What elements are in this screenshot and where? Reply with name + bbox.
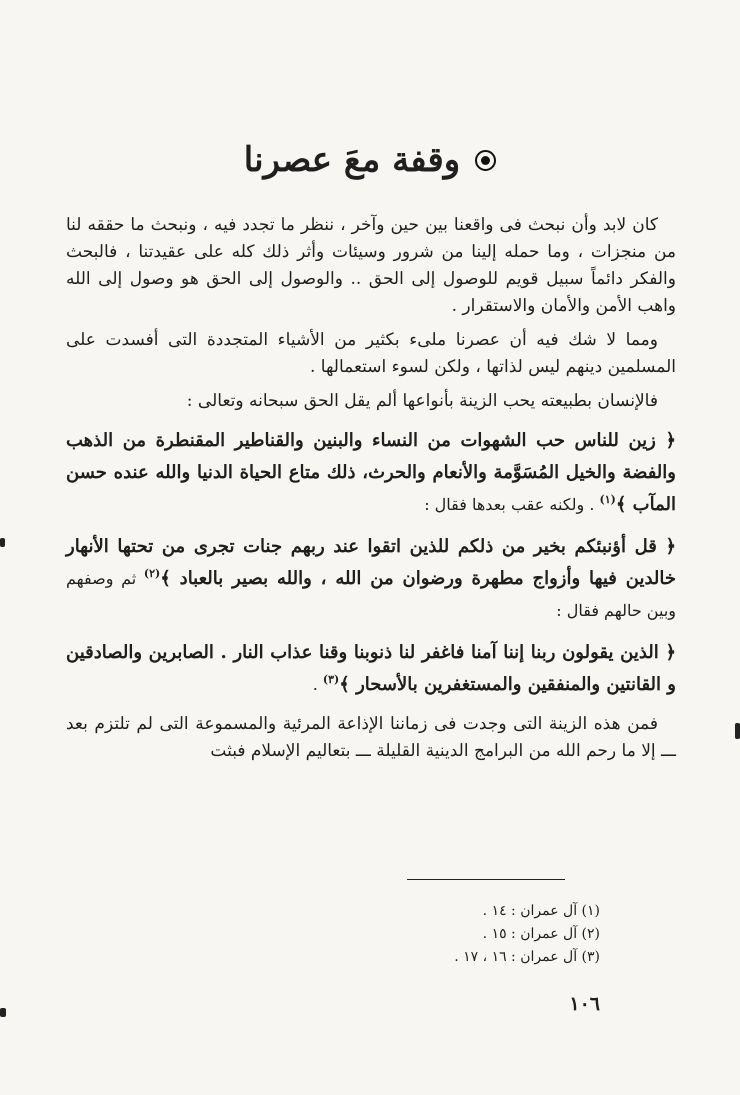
footnote-2: (٢) آل عمران : ١٥ . [482,926,600,942]
scan-edge-mark [735,723,740,739]
quote-1-text: ﴿ زين للناس حب الشهوات من النساء والبنين والقناطير المقنطرة من الذهب والفضة والخيل المُسَوَّمة والأنعام والحرث، ذلك متاع الحياة الدنيا والله عنده حسن المآب ﴾ [66,430,676,515]
paragraph-2: ومما لا شك فيه أن عصرنا ملىء بكثير من الأشياء المتجددة التى أفسدت على المسلمين دينهم ليس لذاتها ، ولكن لسوء استعمالها . [66,330,676,377]
page-number: ١٠٦ [569,993,600,1015]
scan-edge-mark [0,538,5,547]
chapter-heading [200,135,540,185]
paragraph-3: فالإنسان بطبيعته يحب الزينة بأنواعها ألم يقل الحق سبحانه وتعالى : [186,391,658,411]
quote-2-text: ﴿ قل أؤنبئكم بخير من ذلكم للذين اتقوا عند ربهم جنات تجرى من تحتها الأنهار خالدين فيها وأزواج مطهرة ورضوان من الله ، والله بصير بالعباد ﴾ [66,536,676,589]
footnote-ref-1: (١) [599,493,616,506]
footnote-ref-2: (٢) [143,567,161,580]
quote-3-tail: . [312,675,323,694]
footnote-3: (٣) آل عمران : ١٦ ، ١٧ . [454,949,600,965]
quran-quote-1 [66,425,676,521]
footnotes [400,900,600,969]
quote-2-tail: ثم وصفهم وبين حالهم فقال : [66,569,676,620]
quote-3-text: ﴿ الذين يقولون ربنا إننا آمنا فاغفر لنا ذنوبنا وقنا عذاب النار . الصابرين والصادقين و القانتين والمنفقين والمستغفرين بالأسحار ﴾ [66,642,676,695]
paragraph-4: فمن هذه الزينة التى وجدت فى زماننا الإذاعة المرئية والمسموعة التى لم تلتزم بعد ـــ إلا ما رحم الله من البرامج الدينية القليلة ـــ بتعاليم الإسلام فبثت [66,714,676,761]
bullet-circle-icon [475,150,496,171]
footnote-1: (١) آل عمران : ١٤ . [482,903,600,919]
quran-quote-3 [66,637,676,701]
footnote-divider [407,879,565,880]
chapter-title: وقفة معَ عصرنا [243,140,461,180]
quran-quote-2 [66,531,676,627]
body-text [66,212,676,772]
scan-edge-mark [0,1008,6,1017]
footnote-ref-3: (٣) [322,673,340,686]
paragraph-1: كان لابد وأن نبحث فى واقعنا بين حين وآخر ، ننظر ما تجدد فيه ، ونبحث ما حققه لنا من منجزات ، وما حمله إلينا من شرور وسيئات وأثر ذلك كله على عقيدتنا ، فالبحث والفكر دائماً سبيل قويم للوصول إلى الحق .. والوصول إلى الحق هو وصول إلى الله واهب الأمن والأمان والاستقرار . [66,215,676,316]
quote-1-tail: . ولكنه عقب بعدها فقال : [424,495,600,514]
